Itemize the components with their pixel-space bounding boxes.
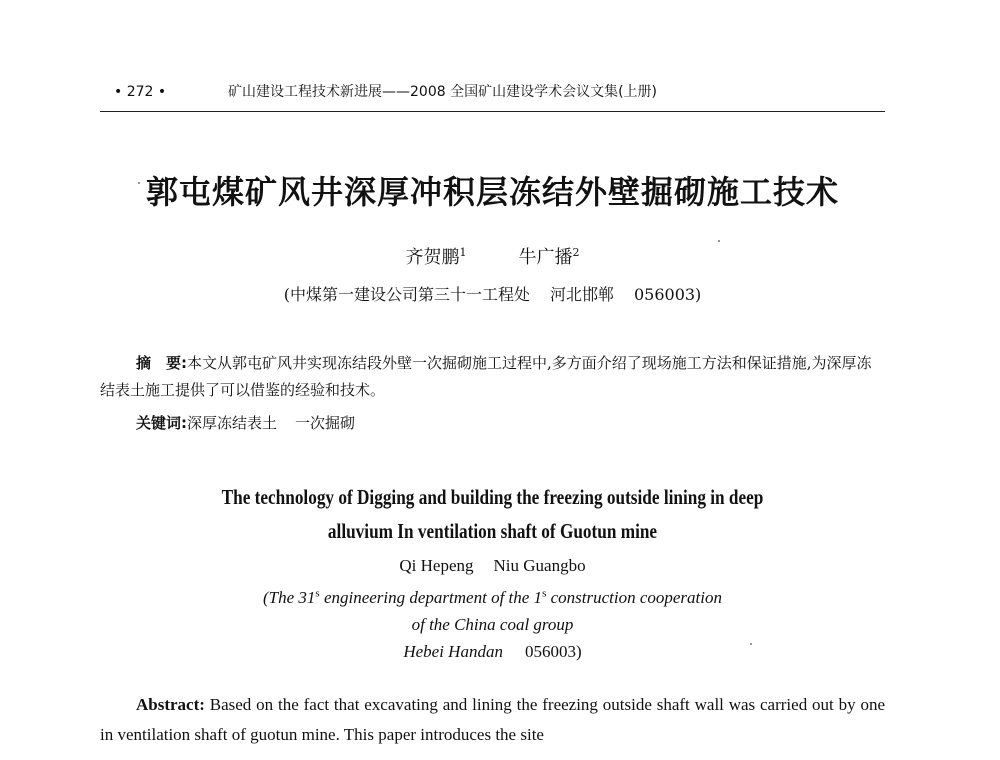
- author-1-name-en: Qi Hepeng: [399, 556, 474, 575]
- english-affiliation-line-3: Hebei Handan 056003): [403, 642, 582, 661]
- english-title: [100, 480, 885, 548]
- author-2-name: 牛广播: [518, 247, 573, 268]
- english-affiliation-line-2: of the China coal group: [411, 615, 574, 634]
- chinese-abstract: [100, 350, 885, 404]
- abstract-en-text: Based on the fact that excavating and lining the freezing outside shaft wall was carried out by one in ventilation shaft of guotun mine. This paper introduces the site: [100, 695, 885, 744]
- author-2-affiliation-mark: 2: [572, 246, 580, 259]
- affiliation-place: 河北邯郸: [549, 285, 614, 304]
- english-affiliation: [100, 584, 885, 665]
- scan-speck: [138, 182, 140, 184]
- english-affiliation-line-1: (The 31$^s$ engineering department of the 1$^s$ construction cooperation: [262, 587, 722, 607]
- affiliation-postcode: 056003): [633, 285, 702, 304]
- running-header: [100, 80, 885, 104]
- chinese-affiliation: [100, 282, 885, 308]
- affiliation-org: (中煤第一建设公司第三十一工程处: [283, 285, 530, 304]
- abstract-cn-label: 摘 要:: [136, 354, 187, 372]
- chinese-authors: [100, 244, 885, 272]
- keywords-cn-label: 关键词:: [136, 414, 187, 432]
- chinese-keywords: [136, 410, 355, 437]
- abstract-cn-text: 本文从郭屯矿风井实现冻结段外壁一次掘砌施工过程中,多方面介绍了现场施工方法和保证措施,为深厚冻结表土施工提供了可以借鉴的经验和技术。: [100, 354, 872, 399]
- scan-speck: [750, 643, 752, 645]
- abstract-en-label: Abstract:: [136, 695, 205, 714]
- english-title-line-1: The technology of Digging and building the freezing outside lining in deep: [221, 485, 764, 509]
- keyword-1: 深厚冻结表土: [187, 414, 278, 432]
- chinese-title: 郭屯煤矿风井深厚冲积层冻结外壁掘砌施工技术: [145, 173, 839, 211]
- scan-speck: [718, 240, 720, 242]
- keyword-2: 一次掘砌: [295, 414, 356, 432]
- author-1-name: 齐贺鹏: [405, 247, 460, 268]
- author-1-affiliation-mark: 1: [459, 246, 467, 259]
- english-title-line-2: alluvium In ventilation shaft of Guotun mine: [327, 519, 658, 543]
- author-2-name-en: Niu Guangbo: [493, 556, 586, 575]
- header-rule: [100, 111, 885, 112]
- page-number: • 272 •: [114, 84, 167, 100]
- journal-title: 矿山建设工程技术新进展——2008 全国矿山建设学术会议文集(上册): [228, 84, 658, 100]
- english-abstract: [100, 690, 885, 750]
- english-authors: [100, 554, 885, 578]
